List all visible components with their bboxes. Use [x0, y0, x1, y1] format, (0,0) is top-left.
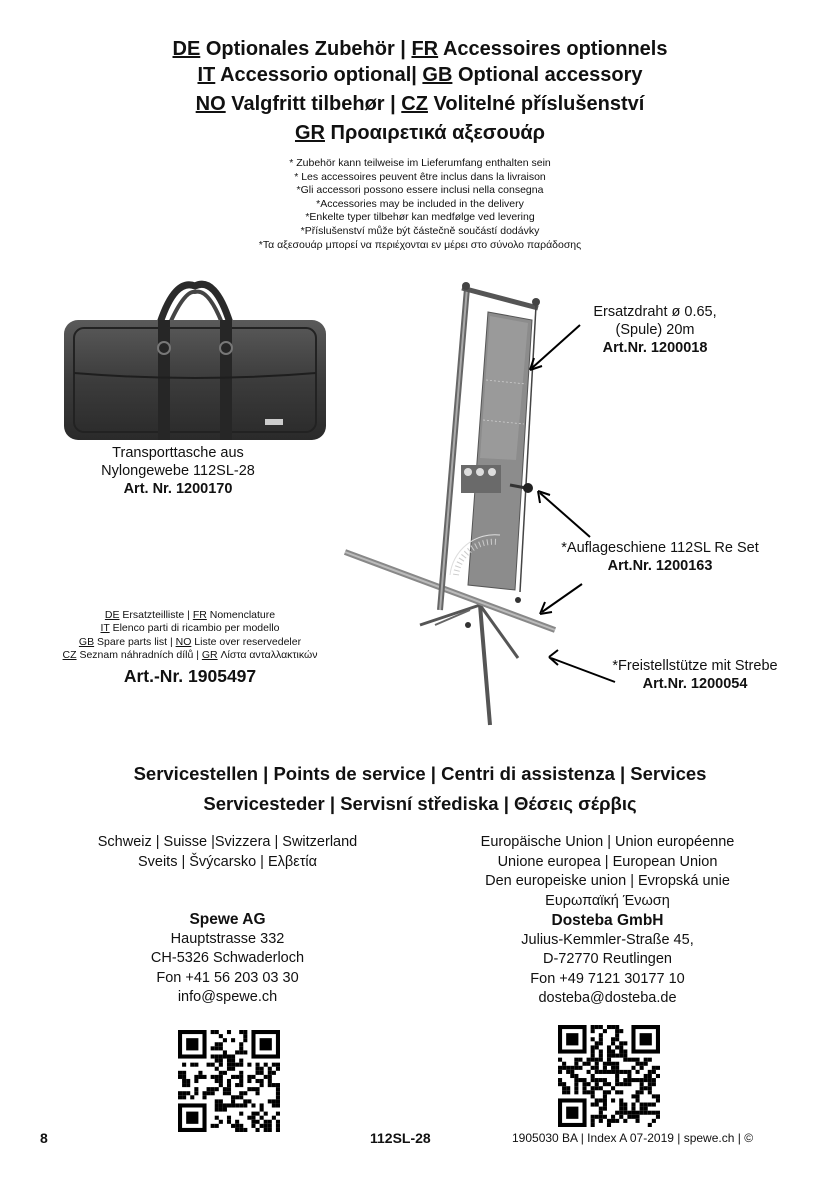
- wire-art-number: Art.Nr. 1200018: [602, 340, 708, 356]
- page-number: 8: [40, 1130, 48, 1146]
- bag-art-number: Art. Nr. 1200170: [123, 481, 233, 497]
- document-info: 1905030 BA | Index A 07-2019 | spewe.ch | ©: [512, 1131, 754, 1145]
- right-region-1: Europäische Union | Union européenne: [480, 834, 735, 850]
- accessory-notes: [0, 157, 840, 252]
- spare-parts-list: [30, 609, 350, 688]
- language-code: GB: [78, 635, 95, 648]
- heading-text: Accessorio optional|: [215, 64, 423, 86]
- rail-line-1: *Auflageschiene 112SL Re Set: [561, 540, 759, 556]
- service-right: [420, 833, 795, 1009]
- heading-text: Optional accessory: [452, 64, 643, 86]
- arrow-to-rail: [536, 580, 586, 620]
- language-code: CZ: [62, 649, 77, 662]
- note-cz: *Příslušenství může být částečně součástí dodávky: [300, 224, 540, 237]
- heading-text: Elenco parti di ricambio per modello: [109, 622, 280, 635]
- left-address-1: Hauptstrasse 332: [170, 930, 285, 947]
- left-address-2: CH-5326 Schwaderloch: [150, 950, 305, 966]
- language-code: NO: [175, 635, 192, 648]
- spare-line-2: [30, 622, 350, 635]
- note-it: *Gli accessori possono essere inclusi nella consegna: [296, 184, 544, 197]
- heading-text: Λίστα ανταλλακτικών: [217, 649, 318, 662]
- heading-line-3: [0, 90, 840, 119]
- spare-art-number: Art.-Nr. 1905497: [123, 665, 257, 686]
- wire-caption: [565, 303, 745, 357]
- heading-text: Προαιρετικά αξεσουάρ: [324, 122, 546, 144]
- right-phone: Fon +49 7121 30177 10: [530, 970, 685, 987]
- right-company: Dosteba GmbH: [551, 912, 664, 929]
- right-email[interactable]: dosteba@dosteba.de: [538, 990, 677, 1006]
- language-code: GB: [422, 64, 453, 86]
- language-code: FR: [192, 609, 207, 621]
- services-title-2: Servicesteder | Servisní střediska | Θέσεις σέρβις: [203, 793, 637, 814]
- heading-line-4: [0, 119, 840, 148]
- bag-line-1: Transporttasche aus: [112, 445, 244, 461]
- heading-text: Liste over reservedeler: [191, 635, 302, 648]
- language-code: IT: [100, 622, 110, 635]
- note-no: *Enkelte typer tilbehør kan medfølge ved levering: [305, 211, 535, 224]
- right-address-1: Julius-Kemmler-Straße 45,: [521, 931, 694, 948]
- spare-line-4: [30, 649, 350, 662]
- left-phone: Fon +41 56 203 03 30: [156, 969, 299, 986]
- left-region-1: Schweiz | Suisse |Svizzera | Switzerland: [97, 834, 358, 850]
- heading-text: Optionales Zubehör |: [200, 38, 412, 60]
- language-code: GR: [201, 649, 218, 662]
- rail-caption: [540, 539, 780, 575]
- left-company: Spewe AG: [189, 911, 266, 928]
- language-code: CZ: [401, 93, 428, 115]
- stand-caption: [595, 657, 795, 693]
- right-region-4: Ευρωπαϊκή Ένωση: [545, 892, 670, 909]
- stand-line-1: *Freistellstütze mit Strebe: [612, 658, 778, 674]
- heading-text: Spare parts list |: [94, 635, 176, 648]
- heading-text: Seznam náhradních dílů |: [76, 649, 202, 662]
- service-left: [40, 833, 415, 1008]
- language-code: DE: [104, 609, 120, 621]
- left-email[interactable]: info@spewe.ch: [177, 989, 278, 1005]
- bag-caption: [58, 444, 298, 498]
- spare-line-1: [30, 609, 350, 622]
- spare-line-3: [30, 636, 350, 649]
- language-code: IT: [197, 64, 216, 86]
- bag-line-2: Nylongewebe 112SL-28: [101, 463, 255, 479]
- transport-bag-image: [60, 278, 330, 443]
- left-region-2: Sveits | Švýcarsko | Ελβετία: [137, 853, 318, 870]
- language-code: FR: [411, 38, 439, 60]
- language-code: DE: [172, 38, 201, 60]
- qr-code-right: [558, 1025, 660, 1127]
- heading-text: Nomenclature: [206, 609, 276, 621]
- note-fr: * Les accessoires peuvent être inclus dans la livraison: [294, 170, 546, 183]
- arrow-to-knob: [530, 485, 600, 545]
- heading-text: Ersatzteilliste |: [119, 609, 193, 621]
- right-region-3: Den europeiske union | Evropská unie: [485, 873, 730, 889]
- language-code: GR: [294, 122, 325, 144]
- heading-text: Volitelné příslušenství: [427, 93, 645, 115]
- note-gr: *Τα αξεσουάρ μπορεί να περιέχονται εν μέρει στο σύνολο παράδοσης: [258, 238, 582, 251]
- wire-line-2: (Spule) 20m: [615, 322, 695, 338]
- language-code: NO: [195, 93, 226, 115]
- model-number: 112SL-28: [370, 1130, 431, 1146]
- services-title-1: Servicestellen | Points de service | Centri di assistenza | Services: [133, 763, 707, 784]
- wire-line-1: Ersatzdraht ø 0.65,: [593, 304, 717, 320]
- stand-art-number: Art.Nr. 1200054: [642, 676, 748, 692]
- heading-text: Accessoires optionnels: [438, 38, 668, 60]
- right-region-2: Unione europea | European Union: [497, 853, 718, 870]
- qr-code-left: [178, 1030, 280, 1132]
- note-gb: *Accessories may be included in the delivery: [316, 197, 524, 210]
- heading-line-2: [0, 61, 840, 90]
- rail-art-number: Art.Nr. 1200163: [607, 558, 713, 574]
- heading-line-1: [0, 35, 840, 64]
- heading-text: Valgfritt tilbehør |: [225, 93, 402, 115]
- right-address-2: D-72770 Reutlingen: [543, 951, 672, 967]
- note-de: * Zubehör kann teilweise im Lieferumfang enthalten sein: [289, 157, 551, 169]
